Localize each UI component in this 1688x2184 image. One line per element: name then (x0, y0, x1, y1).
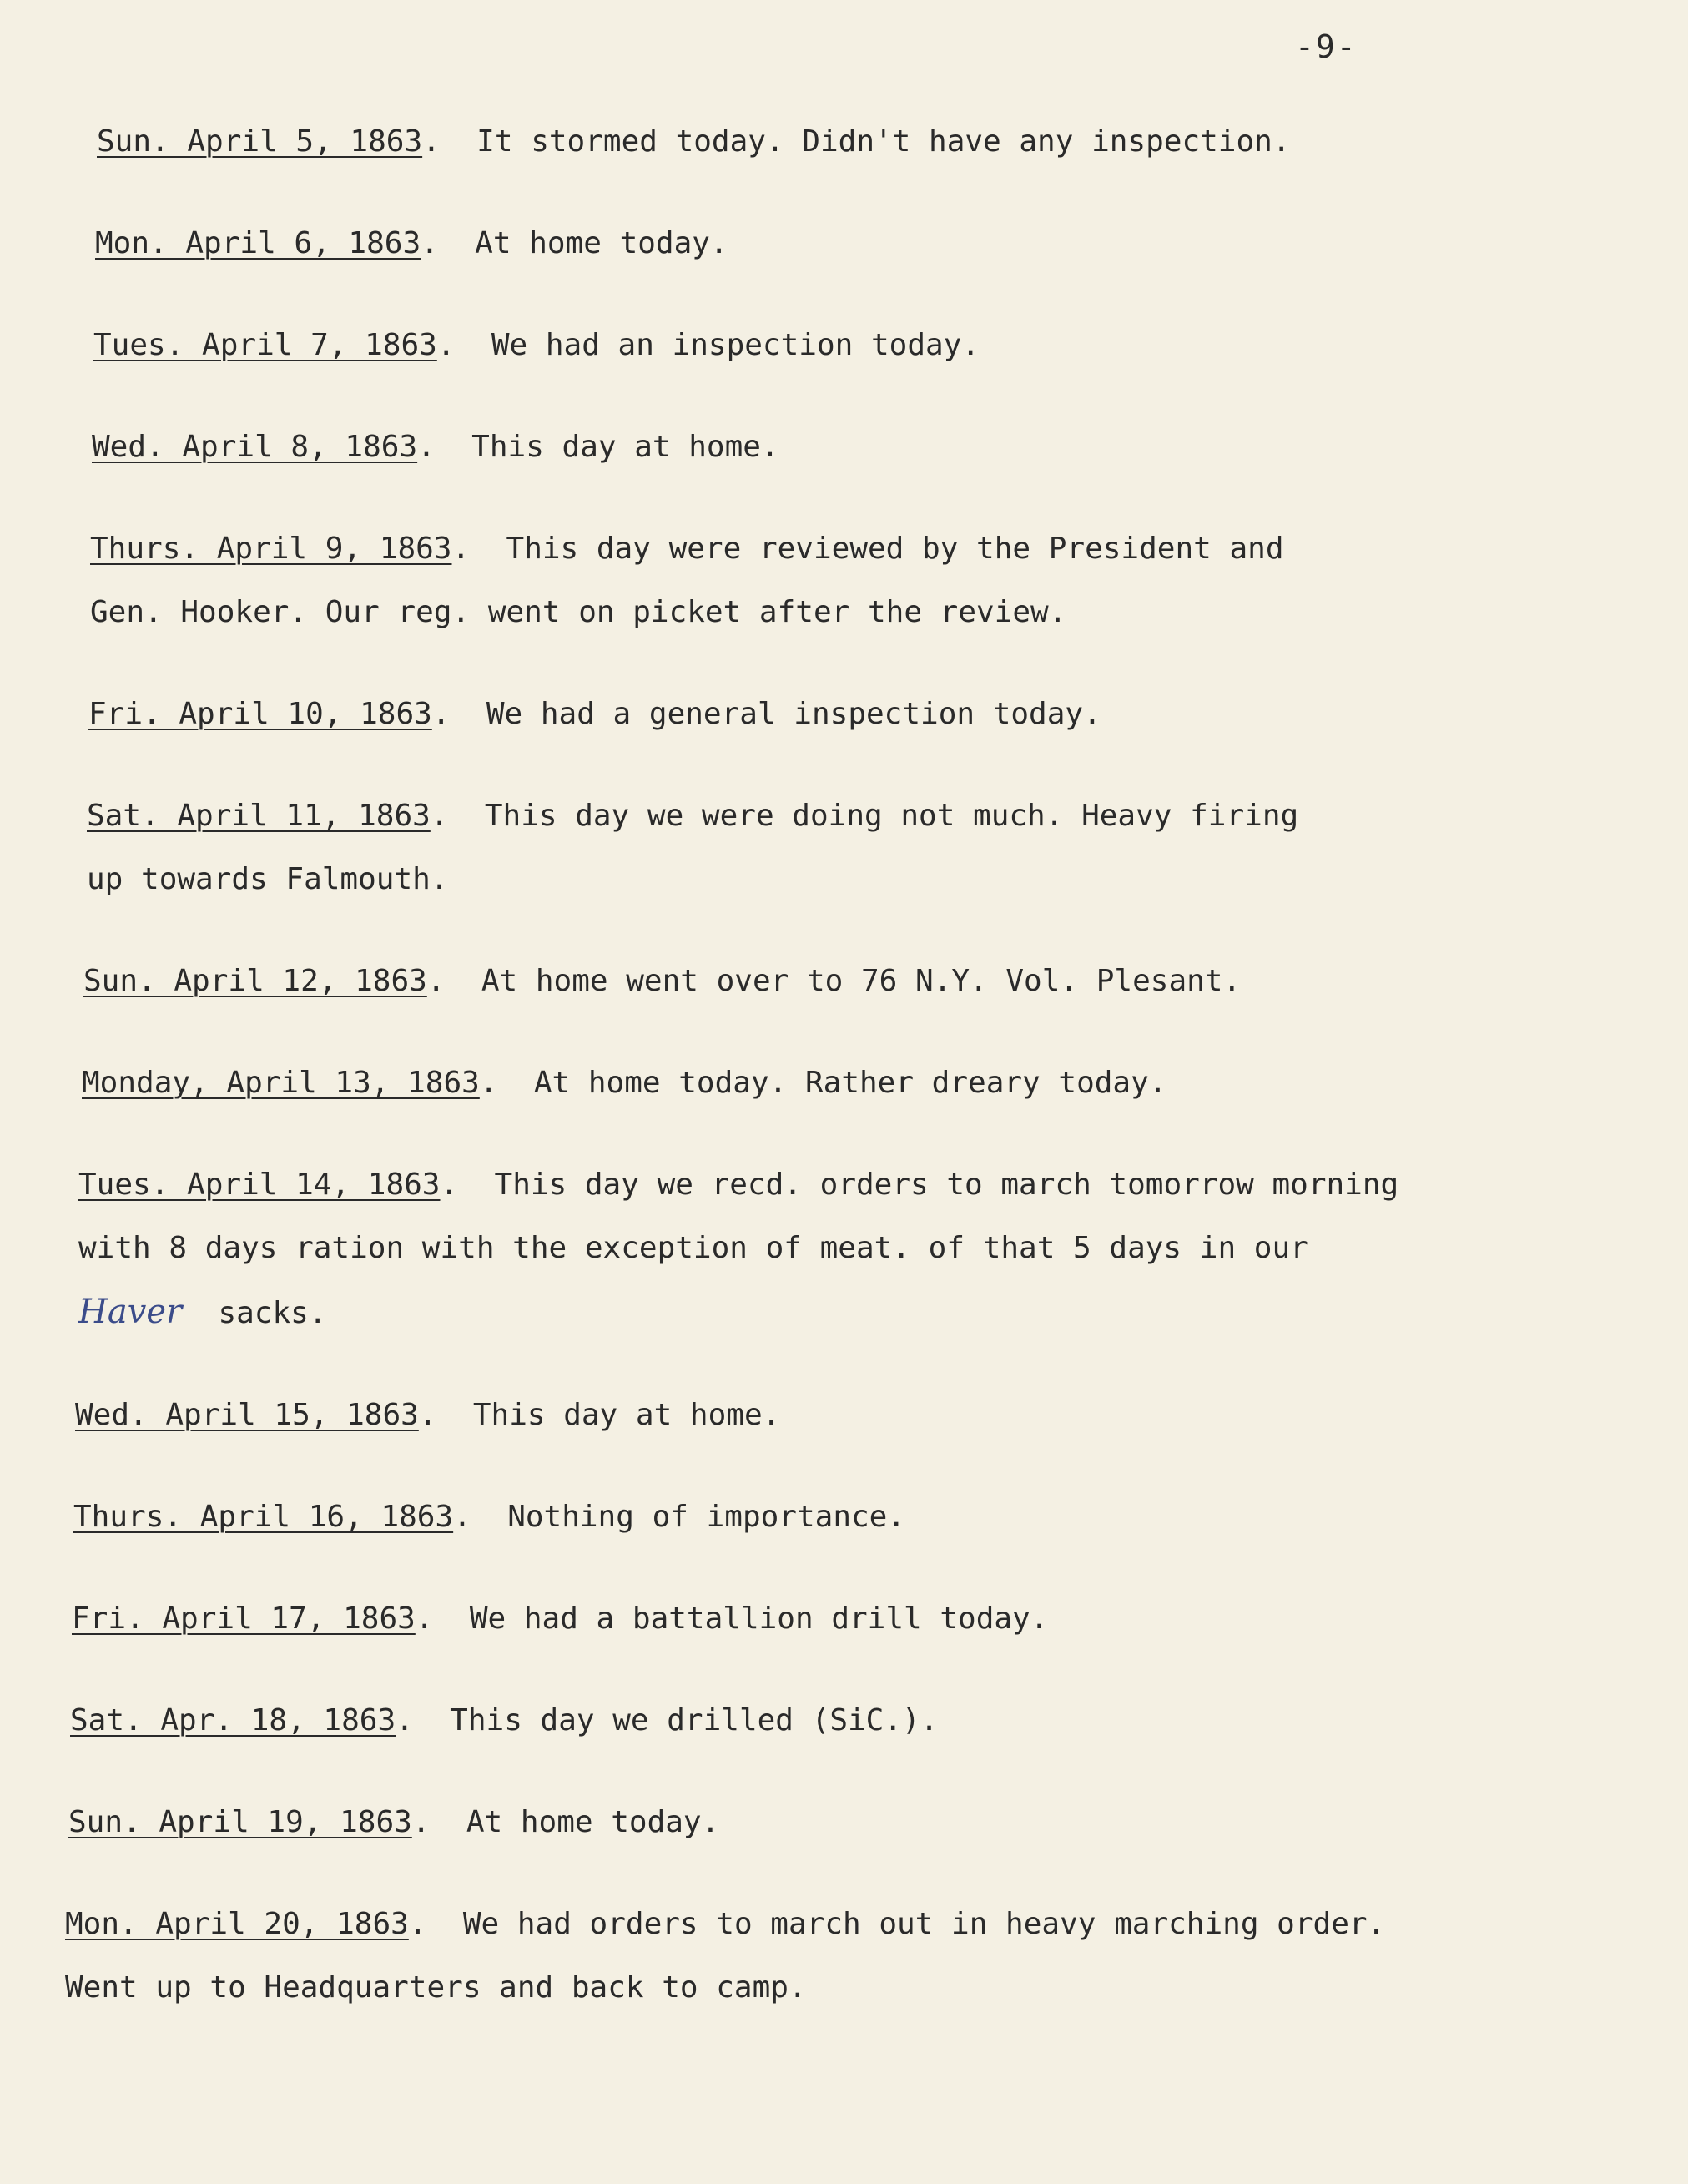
entry-date: Sun. April 5, 1863 (97, 124, 423, 159)
entry-date: Tues. April 7, 1863 (93, 328, 437, 362)
handwritten-annotation: Haver (78, 1293, 183, 1331)
diary-entry: Sat. Apr. 18, 1863. This day we drilled (SiC.). (70, 1703, 939, 1738)
entry-date: Sat. Apr. 18, 1863 (70, 1703, 396, 1738)
diary-entry: Sun. April 5, 1863. It stormed today. Didn't have any inspection. (97, 124, 1291, 159)
entry-date: Sun. April 12, 1863 (83, 964, 427, 998)
entry-date: Mon. April 6, 1863 (95, 226, 421, 260)
diary-entry: Mon. April 6, 1863. At home today. (95, 226, 728, 260)
entry-text: This day at home. (472, 1398, 781, 1432)
entry-text: with 8 days ration with the exception of meat. of that 5 days in our (78, 1231, 1308, 1265)
entry-text: This day we recd. orders to march tomorrow morning (494, 1168, 1399, 1202)
entry-date: Fri. April 10, 1863 (88, 697, 432, 731)
entry-text: We had a battallion drill today. (469, 1601, 1049, 1636)
entry-date: Thurs. April 9, 1863 (90, 532, 452, 566)
diary-entry: Tues. April 14, 1863. This day we recd. orders to march tomorrow morning with 8 days ration with the exception of meat. of that 5 days in our Haver sacks. (78, 1153, 1688, 1345)
diary-entry: Mon. April 20, 1863. We had orders to march out in heavy marching order. Went up to Headquarters and back to camp. (65, 1893, 1688, 2020)
entry-text: Gen. Hooker. Our reg. went on picket after the review. (90, 595, 1067, 629)
entry-date: Mon. April 20, 1863 (65, 1907, 409, 1941)
diary-entry: Tues. April 7, 1863. We had an inspection today. (93, 328, 980, 362)
entry-date: Wed. April 8, 1863 (92, 430, 418, 464)
entry-text: Went up to Headquarters and back to camp. (65, 1970, 807, 2005)
entry-date: Fri. April 17, 1863 (72, 1601, 416, 1636)
entry-date: Tues. April 14, 1863 (78, 1168, 441, 1202)
diary-entry: Wed. April 15, 1863. This day at home. (75, 1398, 781, 1432)
entry-text: We had an inspection today. (491, 328, 980, 362)
entry-date: Monday, April 13, 1863 (82, 1066, 480, 1100)
entry-text: This day we drilled (SiC.). (450, 1703, 939, 1738)
entry-date: Sun. April 19, 1863 (68, 1805, 412, 1839)
diary-entries (0, 110, 1688, 2058)
entry-text: Nothing of importance. (507, 1500, 906, 1534)
entry-text: It stormed today. Didn't have any inspection. (476, 124, 1291, 159)
diary-entry: Sat. April 11, 1863. This day we were doing not much. Heavy firing up towards Falmouth. (87, 784, 1688, 911)
diary-entry: Sun. April 12, 1863. At home went over to 76 N.Y. Vol. Plesant. (83, 964, 1242, 998)
entry-text: At home went over to 76 N.Y. Vol. Plesant. (481, 964, 1242, 998)
entry-text: This day we were doing not much. Heavy firing (484, 799, 1299, 833)
entry-text: At home today. (466, 1805, 720, 1839)
entry-text: This day at home. (471, 430, 779, 464)
page-number: -9- (1295, 28, 1358, 65)
diary-entry: Fri. April 17, 1863. We had a battallion drill today. (72, 1601, 1049, 1636)
diary-entry: Wed. April 8, 1863. This day at home. (92, 430, 779, 464)
entry-text: sacks. (218, 1296, 327, 1330)
entry-text: We had orders to march out in heavy marching order. (462, 1907, 1386, 1941)
diary-entry: Thurs. April 16, 1863. Nothing of importance. (73, 1500, 906, 1534)
diary-entry: Thurs. April 9, 1863. This day were reviewed by the President and Gen. Hooker. Our reg. went on picket after the review. (90, 517, 1688, 644)
entry-text: This day were reviewed by the President and (506, 532, 1284, 566)
entry-date: Wed. April 15, 1863 (75, 1398, 419, 1432)
entry-text: up towards Falmouth. (87, 862, 449, 896)
diary-entry: Fri. April 10, 1863. We had a general inspection today. (88, 697, 1101, 731)
entry-text: We had a general inspection today. (486, 697, 1101, 731)
entry-text: At home today. Rather dreary today. (533, 1066, 1167, 1100)
entry-date: Thurs. April 16, 1863 (73, 1500, 454, 1534)
diary-entry: Monday, April 13, 1863. At home today. Rather dreary today. (82, 1066, 1167, 1100)
entry-text: At home today. (475, 226, 728, 260)
entry-date: Sat. April 11, 1863 (87, 799, 431, 833)
diary-entry: Sun. April 19, 1863. At home today. (68, 1805, 720, 1839)
